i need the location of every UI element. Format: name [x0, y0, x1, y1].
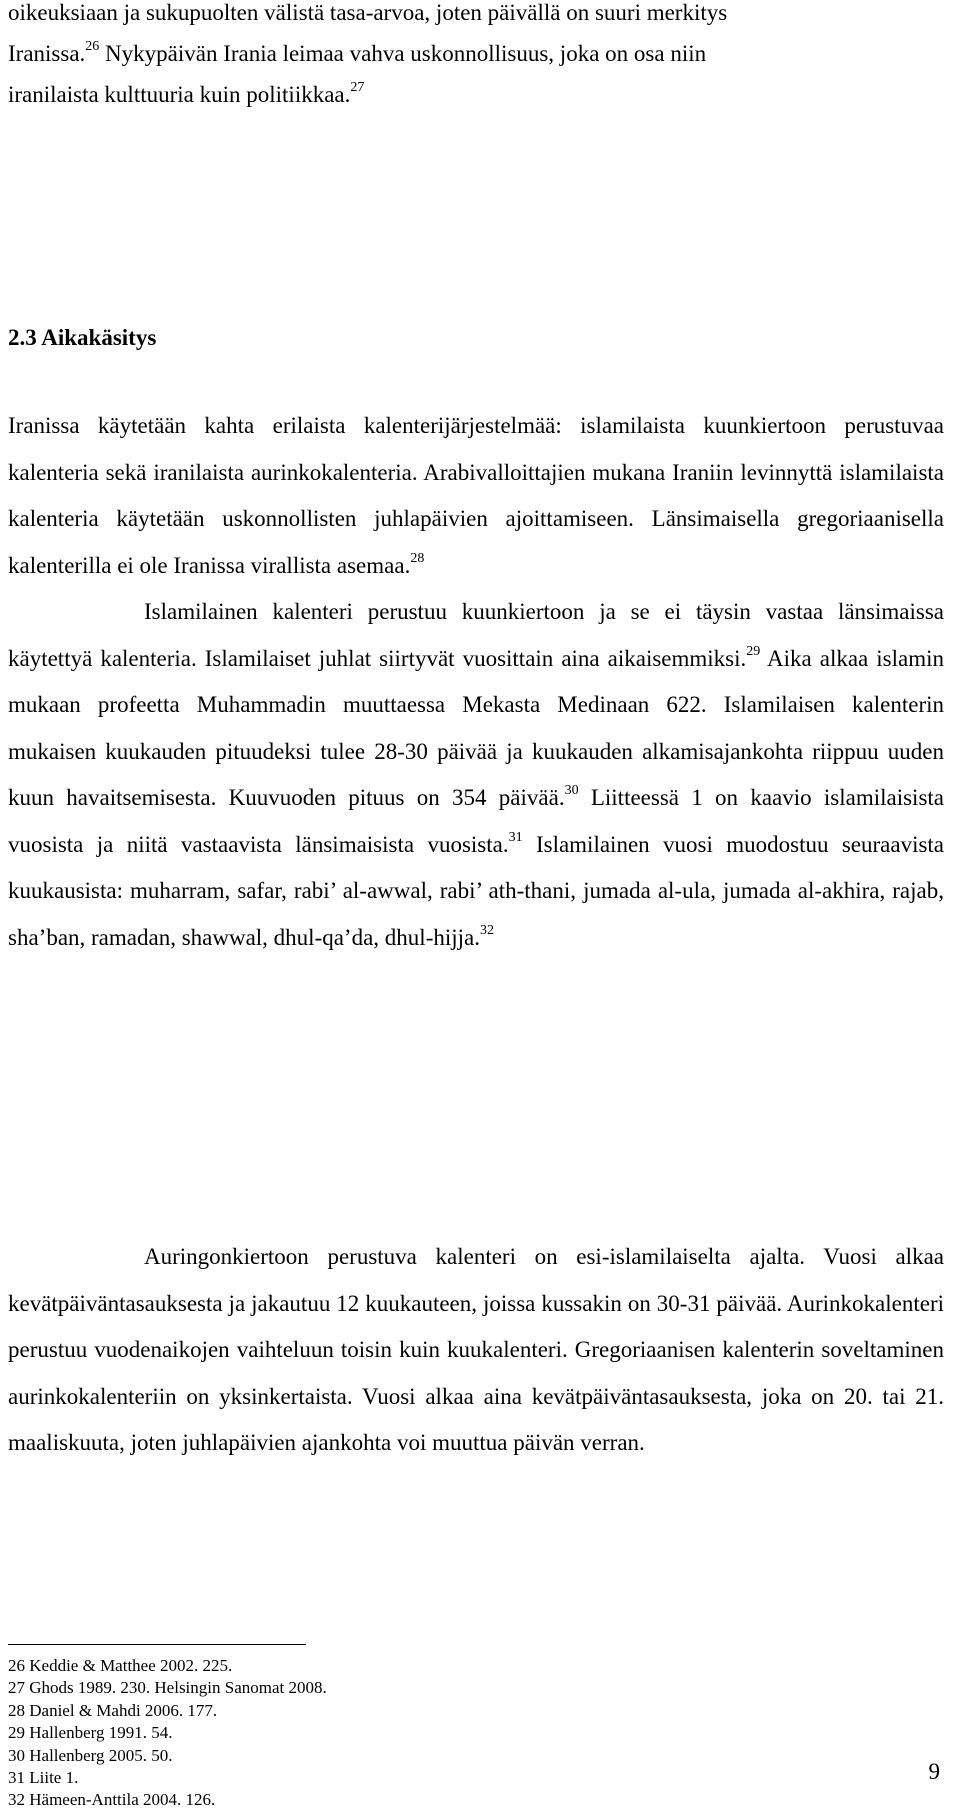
body-paragraph-1: [8, 403, 944, 961]
footnote-ref-30[interactable]: 30: [564, 783, 579, 799]
footnote-28: 28 Daniel & Mahdi 2006. 177.: [8, 1700, 218, 1720]
footnote-32: 32 Hämeen-Anttila 2004. 126.: [8, 1790, 216, 1810]
body-paragraph-2: [8, 1234, 944, 1467]
intro-paragraph: [8, 0, 948, 115]
para1-text-3: Aika alkaa islamin mukaan profeetta Muhammadin muuttaessa Mekasta Medinaan 622. Islamilaisen kalenterin mukaisen kuukauden pituudeksi tulee 28-30 päivää ja kuukauden alkamisajankohta riippuu uuden kuun havaitsemisesta. Kuuvuoden pituus on 354 päivää.: [8, 645, 944, 810]
para1-text-2: Islamilainen kalenteri perustuu kuunkiertoon ja se ei täysin vastaa länsimaissa käytettyä kalenteria. Islamilaiset juhlat siirtyvät vuosittain aina aikaisemmiksi.: [8, 599, 944, 671]
intro-text-a: Iranissa.: [8, 41, 86, 66]
footnote-separator: [8, 1644, 306, 1645]
footnote-ref-27[interactable]: 27: [350, 80, 365, 96]
footnote-ref-28[interactable]: 28: [410, 550, 425, 566]
intro-text-c: iranilaista kulttuuria kuin politiikkaa.: [8, 82, 351, 107]
footnote-list: [8, 1655, 327, 1812]
footnote-29: 29 Hallenberg 1991. 54.: [8, 1723, 173, 1743]
section-heading: 2.3 Aikakäsitys: [8, 325, 157, 350]
para1-text-1: Iranissa käytetään kahta erilaista kalenterijärjestelmää: islamilaista kuunkiertoon perustuvaa kalenteria sekä iranilaista aurinkokalenteria. Arabivalloittajien mukana Iraniin levinnyttä islamilaista kalenteria käytetään uskonnollisten juhlapäivien ajoittamiseen. Länsimaisella gregoriaanisella kalenterilla ei ole Iranissa virallista asemaa.: [8, 413, 944, 578]
para1-text-4: Liitteessä 1 on kaavio islamilaisista vuosista ja niitä vastaavista länsimaisista vuosista.: [8, 785, 944, 857]
para2-text: Auringonkiertoon perustuva kalenteri on esi-islamilaiselta ajalta. Vuosi alkaa kevätpäiväntasauksesta ja jakautuu 12 kuukauteen, joissa kussakin on 30-31 päivää. Aurinkokalenteri perustuu vuodenaikojen vaihteluun toisin kuin kuukalenteri. Gregoriaanisen kalenterin soveltaminen aurinkokalenteriin on yksinkertaista. Vuosi alkaa aina kevätpäiväntasauksesta, joka on 20. tai 21. maaliskuuta, joten juhlapäivien ajankohta voi muuttua päivän verran.: [8, 1244, 944, 1455]
footnote-27: 27 Ghods 1989. 230. Helsingin Sanomat 2008.: [8, 1678, 327, 1698]
footnote-ref-31[interactable]: 31: [508, 829, 523, 845]
footnote-ref-26[interactable]: 26: [85, 39, 100, 55]
footnote-ref-32[interactable]: 32: [479, 922, 494, 938]
page-number: 9: [928, 1759, 940, 1784]
intro-text-b: Nykypäivän Irania leimaa vahva uskonnollisuus, joka on osa niin: [99, 41, 707, 66]
footnote-31: 31 Liite 1.: [8, 1768, 79, 1788]
intro-line-1: oikeuksiaan ja sukupuolten välistä tasa-arvoa, joten päivällä on suuri merkitys: [8, 0, 728, 25]
para1-text-5: Islamilainen vuosi muodostuu seuraavista kuukausista: muharram, safar, rabi’ al-awwal, rabi’ ath-thani, jumada al-ula, jumada al-akhira, rajab, sha’ban, ramadan, shawwal, dhul-qa’da, dhul-hijja.: [8, 831, 945, 950]
footnote-26: 26 Keddie & Matthee 2002. 225.: [8, 1656, 233, 1675]
footnote-ref-29[interactable]: 29: [746, 643, 761, 659]
footnote-30: 30 Hallenberg 2005. 50.: [8, 1745, 173, 1765]
